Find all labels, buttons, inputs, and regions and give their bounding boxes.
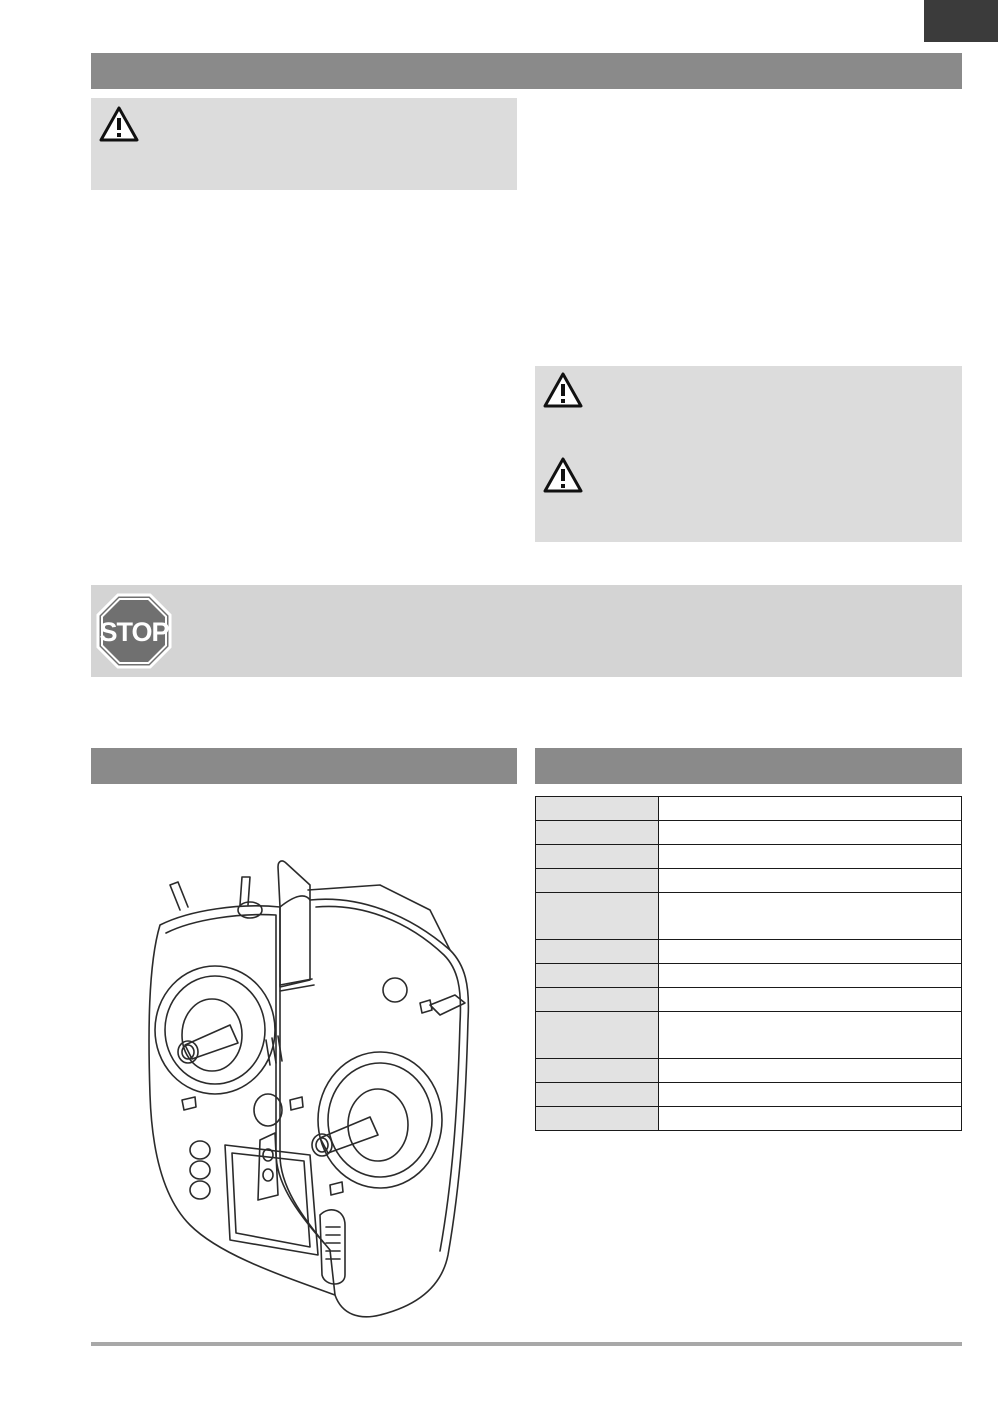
table-row — [536, 797, 962, 821]
table-row — [536, 1012, 962, 1059]
transmitter-illustration — [130, 855, 490, 1335]
warning-triangle-icon — [543, 457, 583, 493]
table-label-cell — [536, 1083, 659, 1107]
table-row — [536, 1059, 962, 1083]
table-value-cell — [659, 797, 962, 821]
warning-box-1 — [91, 98, 517, 190]
table-value-cell — [659, 1059, 962, 1083]
section-header-bar-main — [91, 53, 962, 89]
table-value-cell — [659, 964, 962, 988]
table-row — [536, 964, 962, 988]
table-row — [536, 1083, 962, 1107]
table-label-cell — [536, 940, 659, 964]
table-row — [536, 821, 962, 845]
table-value-cell — [659, 893, 962, 940]
table-row — [536, 893, 962, 940]
table-row — [536, 940, 962, 964]
warning-box-2 — [535, 366, 962, 542]
table-label-cell — [536, 893, 659, 940]
table-label-cell — [536, 1107, 659, 1131]
stop-sign-text: STOP — [99, 617, 169, 647]
warning-triangle-icon — [543, 372, 583, 408]
table-value-cell — [659, 845, 962, 869]
specifications-table — [535, 796, 962, 1131]
table-label-cell — [536, 797, 659, 821]
table-label-cell — [536, 821, 659, 845]
table-label-cell — [536, 988, 659, 1012]
table-value-cell — [659, 869, 962, 893]
warning-triangle-icon — [99, 106, 139, 142]
table-label-cell — [536, 869, 659, 893]
table-value-cell — [659, 821, 962, 845]
table-label-cell — [536, 1012, 659, 1059]
stop-sign-icon — [96, 593, 172, 669]
footer-rule — [91, 1342, 962, 1346]
table-value-cell — [659, 988, 962, 1012]
table-row — [536, 869, 962, 893]
section-header-bar-right — [535, 748, 962, 784]
table-row — [536, 988, 962, 1012]
table-label-cell — [536, 1059, 659, 1083]
table-row — [536, 845, 962, 869]
table-value-cell — [659, 1083, 962, 1107]
table-row — [536, 1107, 962, 1131]
table-value-cell — [659, 940, 962, 964]
table-value-cell — [659, 1107, 962, 1131]
section-header-bar-left — [91, 748, 517, 784]
page-corner-tab — [924, 0, 998, 42]
table-label-cell — [536, 845, 659, 869]
table-value-cell — [659, 1012, 962, 1059]
table-label-cell — [536, 964, 659, 988]
stop-notice-band — [91, 585, 962, 677]
